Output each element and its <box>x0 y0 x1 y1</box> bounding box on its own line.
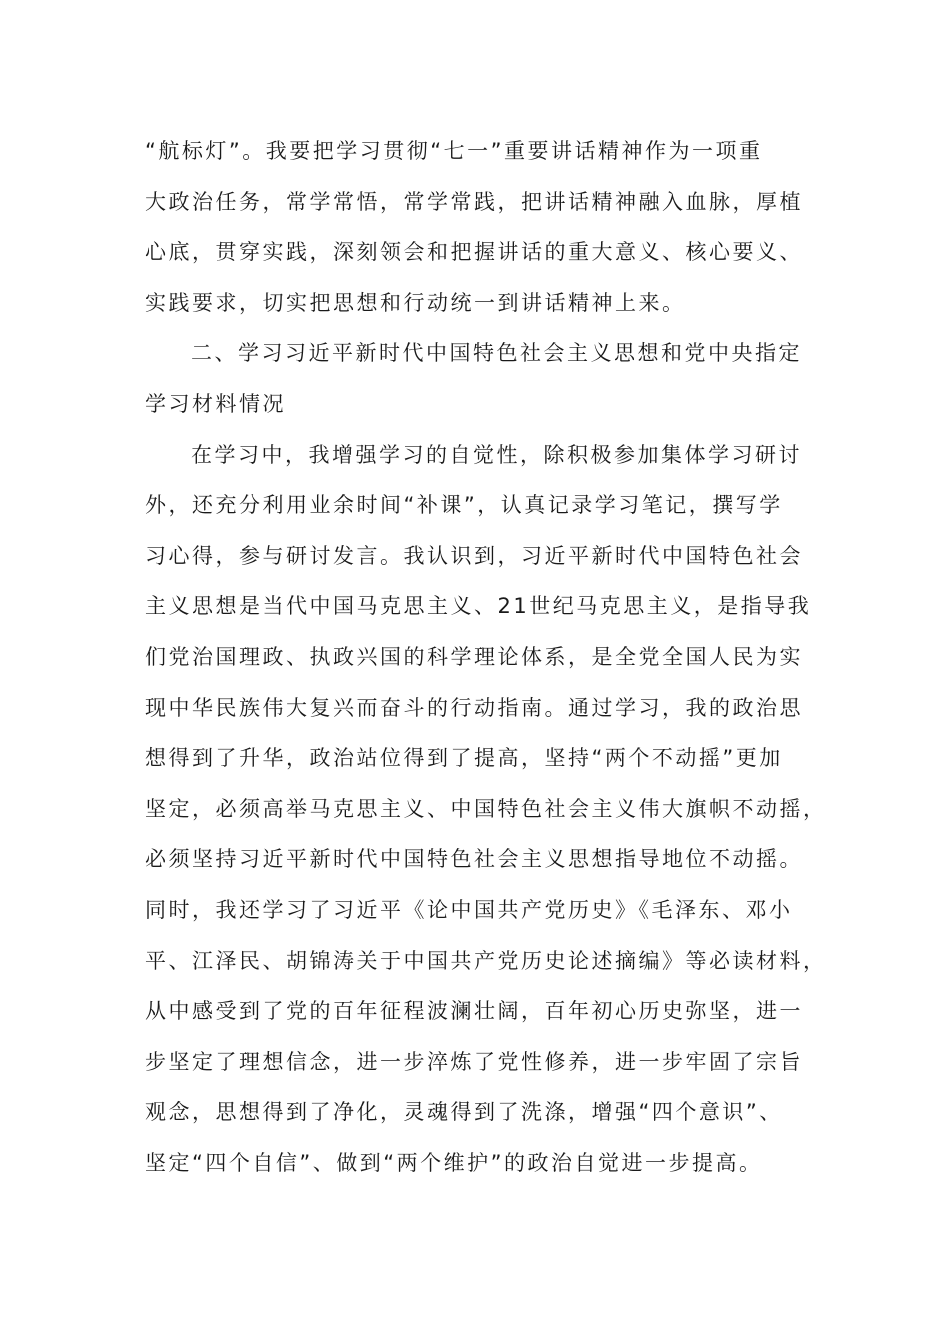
text-line-15: 必须坚持习近平新时代中国特色社会主义思想指导地位不动摇。 <box>145 847 803 872</box>
text-line-12: 现中华民族伟大复兴而奋斗的行动指南。通过学习，我的政治思 <box>145 695 803 720</box>
text-line-10: 主义思想是当代中国马克思主义、21世纪马克思主义，是指导我 <box>145 594 812 619</box>
text-line-19: 步坚定了理想信念，进一步淬炼了党性修养，进一步牢固了宗旨 <box>145 1049 803 1074</box>
text-line-20: 观念，思想得到了净化，灵魂得到了洗涤，增强“四个意识”、 <box>145 1100 783 1125</box>
text-line-18: 从中感受到了党的百年征程波澜壮阔，百年初心历史弥坚，进一 <box>145 999 803 1024</box>
text-line-2: 大政治任务，常学常悟，常学常践，把讲话精神融入血脉，厚植 <box>145 189 803 214</box>
document-body <box>145 126 827 1188</box>
text-line-9: 习心得，参与研讨发言。我认识到，习近平新时代中国特色社会 <box>145 543 803 568</box>
section-heading-line-1: 二、学习习近平新时代中国特色社会主义思想和党中央指定 <box>191 341 802 366</box>
text-line-17: 平、江泽民、胡锦涛关于中国共产党历史论述摘编》等必读材料， <box>145 948 827 973</box>
text-line-4: 实践要求，切实把思想和行动统一到讲话精神上来。 <box>145 290 686 315</box>
text-line-21: 坚定“四个自信”、做到“两个维护”的政治自觉进一步提高。 <box>145 1150 763 1175</box>
text-line-11: 们党治国理政、执政兴国的科学理论体系，是全党全国人民为实 <box>145 644 803 669</box>
text-line-7: 在学习中，我增强学习的自觉性，除积极参加集体学习研讨 <box>191 442 802 467</box>
text-line-14: 坚定，必须高举马克思主义、中国特色社会主义伟大旗帜不动摇， <box>145 796 827 821</box>
text-line-8: 外，还充分利用业余时间“补课”，认真记录学习笔记，撰写学 <box>145 493 783 518</box>
text-line-3: 心底，贯穿实践，深刻领会和把握讲话的重大意义、核心要义、 <box>145 240 803 265</box>
text-line-13: 想得到了升华，政治站位得到了提高，坚持“两个不动摇”更加 <box>145 746 783 771</box>
section-heading-line-2: 学习材料情况 <box>145 391 286 416</box>
text-line-16: 同时，我还学习了习近平《论中国共产党历史》《毛泽东、邓小 <box>145 897 793 922</box>
text-line-1: “航标灯”。我要把学习贯彻“七一”重要讲话精神作为一项重 <box>145 139 763 163</box>
